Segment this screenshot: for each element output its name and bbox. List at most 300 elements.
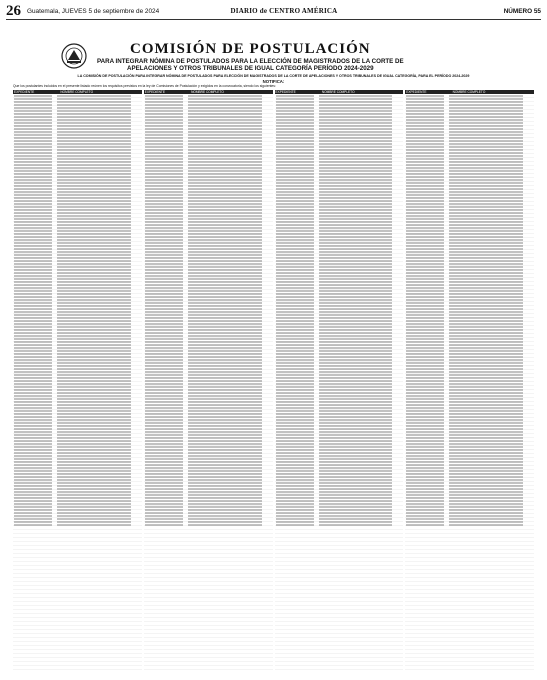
table-row xyxy=(14,389,141,391)
table-row xyxy=(145,95,272,97)
table-row xyxy=(14,269,141,271)
table-row xyxy=(145,149,272,151)
table-row xyxy=(276,416,403,418)
table-row xyxy=(406,248,533,250)
table-row xyxy=(406,137,533,139)
table-row xyxy=(276,479,403,481)
table-row xyxy=(145,278,272,280)
table-row xyxy=(14,398,141,400)
table-row xyxy=(145,485,272,487)
table-row xyxy=(406,464,533,466)
table-row xyxy=(14,314,141,316)
table-row xyxy=(145,380,272,382)
table-row xyxy=(276,404,403,406)
table-row xyxy=(145,296,272,298)
table-row xyxy=(14,497,141,499)
table-row xyxy=(276,203,403,205)
table-row xyxy=(14,440,141,442)
table-row xyxy=(145,158,272,160)
table-row xyxy=(406,326,533,328)
table-row xyxy=(276,134,403,136)
table-row xyxy=(145,182,272,184)
table-row xyxy=(276,524,403,526)
table-row xyxy=(14,476,141,478)
table-row xyxy=(145,167,272,169)
table-row xyxy=(406,107,533,109)
table-row xyxy=(276,200,403,202)
table-row xyxy=(406,395,533,397)
table-row xyxy=(276,275,403,277)
table-row xyxy=(276,155,403,157)
table-row xyxy=(276,332,403,334)
table-row xyxy=(14,149,141,151)
table-row xyxy=(145,401,272,403)
table-row xyxy=(276,476,403,478)
publication-date: Guatemala, JUEVES 5 de septiembre de 2024 xyxy=(27,7,160,15)
table-row xyxy=(14,473,141,475)
table-row xyxy=(145,236,272,238)
table-row xyxy=(406,101,533,103)
table-row xyxy=(145,449,272,451)
table-row xyxy=(145,185,272,187)
table-row xyxy=(406,224,533,226)
table-row xyxy=(276,419,403,421)
table-row xyxy=(145,152,272,154)
table-row xyxy=(145,452,272,454)
table-row xyxy=(406,197,533,199)
table-row xyxy=(14,128,141,130)
table-row xyxy=(145,521,272,523)
table-row xyxy=(14,464,141,466)
table-row xyxy=(406,167,533,169)
table-row xyxy=(145,503,272,505)
table-row xyxy=(14,125,141,127)
table-row xyxy=(276,146,403,148)
table-row xyxy=(145,134,272,136)
table-row xyxy=(406,491,533,493)
table-row xyxy=(145,191,272,193)
table-row xyxy=(276,95,403,97)
table-row xyxy=(406,443,533,445)
table-row xyxy=(14,119,141,121)
table-row xyxy=(145,107,272,109)
table-row xyxy=(276,434,403,436)
table-row xyxy=(14,98,141,100)
table-row xyxy=(14,470,141,472)
table-row xyxy=(406,413,533,415)
table-row xyxy=(14,419,141,421)
table-row xyxy=(14,365,141,367)
table-row xyxy=(406,419,533,421)
table-row xyxy=(276,482,403,484)
table-row xyxy=(14,173,141,175)
table-row xyxy=(145,425,272,427)
table-row xyxy=(406,218,533,220)
intro-text: LA COMISIÓN DE POSTULACIÓN PARA INTEGRAR NÓMINA DE POSTULADOS PARA ELECCIÓN DE MAGISTRADOS DE LA CORTE DE APELACIONES Y OTROS TRIBUNALES DE IGUAL CATEGORÍA, PARA EL PERÍODO 2024-2029 xyxy=(77,74,470,78)
table-row xyxy=(276,299,403,301)
table-row xyxy=(14,299,141,301)
table-row xyxy=(406,467,533,469)
table-row xyxy=(145,347,272,349)
table-row xyxy=(276,329,403,331)
table-row xyxy=(406,311,533,313)
table-row xyxy=(14,200,141,202)
table-row xyxy=(276,431,403,433)
table-row xyxy=(406,173,533,175)
table-row xyxy=(406,179,533,181)
table-row xyxy=(145,446,272,448)
table-row xyxy=(14,146,141,148)
table-row xyxy=(406,158,533,160)
table-row xyxy=(276,326,403,328)
table-row xyxy=(276,356,403,358)
table-row xyxy=(145,443,272,445)
table-row xyxy=(14,332,141,334)
table-row xyxy=(14,344,141,346)
table-row xyxy=(14,491,141,493)
table-row xyxy=(276,305,403,307)
table-row xyxy=(14,374,141,376)
table-row xyxy=(14,272,141,274)
table-row xyxy=(276,251,403,253)
table-row xyxy=(276,341,403,343)
table-row xyxy=(14,443,141,445)
table-row xyxy=(406,161,533,163)
table-row xyxy=(276,395,403,397)
table-row xyxy=(14,134,141,136)
table-row xyxy=(145,161,272,163)
postulants-table xyxy=(13,90,534,670)
table-row xyxy=(14,122,141,124)
table-row xyxy=(145,266,272,268)
table-row xyxy=(406,437,533,439)
table-row xyxy=(145,470,272,472)
table-row xyxy=(14,245,141,247)
table-row xyxy=(14,239,141,241)
table-row xyxy=(145,509,272,511)
table-row xyxy=(14,104,141,106)
table-row xyxy=(276,110,403,112)
table-row xyxy=(406,407,533,409)
table-row xyxy=(145,110,272,112)
table-row xyxy=(145,497,272,499)
table-row xyxy=(406,200,533,202)
table-row xyxy=(14,227,141,229)
table-row xyxy=(276,458,403,460)
table-row xyxy=(276,401,403,403)
table-row xyxy=(145,524,272,526)
table-row xyxy=(276,428,403,430)
table-row xyxy=(145,140,272,142)
table-row xyxy=(145,212,272,214)
table-row xyxy=(406,422,533,424)
table-row xyxy=(406,221,533,223)
table-row xyxy=(276,281,403,283)
table-row xyxy=(145,293,272,295)
table-row xyxy=(14,137,141,139)
table-row xyxy=(406,398,533,400)
table-row xyxy=(276,380,403,382)
table-row xyxy=(276,473,403,475)
header-expediente: EXPEDIENTE xyxy=(14,90,35,94)
table-row xyxy=(145,440,272,442)
table-row xyxy=(14,242,141,244)
table-row xyxy=(14,212,141,214)
table-row xyxy=(14,281,141,283)
table-row xyxy=(14,164,141,166)
table-row xyxy=(145,356,272,358)
table-row xyxy=(145,464,272,466)
table-row xyxy=(276,398,403,400)
table-row xyxy=(14,197,141,199)
masthead xyxy=(6,3,541,20)
table-row xyxy=(145,206,272,208)
guatemala-seal-icon xyxy=(61,43,87,69)
table-row xyxy=(276,101,403,103)
table-row xyxy=(406,233,533,235)
table-row xyxy=(145,383,272,385)
table-row xyxy=(276,353,403,355)
table-row xyxy=(14,500,141,502)
table-row xyxy=(14,308,141,310)
header-expediente: EXPEDIENTE xyxy=(406,90,427,94)
table-row xyxy=(276,158,403,160)
table-row xyxy=(145,488,272,490)
table-row xyxy=(276,359,403,361)
table-row xyxy=(276,350,403,352)
table-row xyxy=(406,479,533,481)
table-row xyxy=(406,191,533,193)
table-row xyxy=(145,221,272,223)
table-row xyxy=(14,209,141,211)
table-row xyxy=(14,290,141,292)
table-row xyxy=(145,188,272,190)
table-row xyxy=(14,392,141,394)
table-row xyxy=(145,386,272,388)
table-row xyxy=(145,254,272,256)
table-row xyxy=(276,197,403,199)
table-row xyxy=(145,215,272,217)
table-row xyxy=(276,521,403,523)
table-row xyxy=(276,311,403,313)
table-row xyxy=(406,368,533,370)
table-row xyxy=(276,119,403,121)
table-row xyxy=(406,269,533,271)
notice-description: Que los postulantes incluidos en el presente listado reúnen los requisitos previstos en la ley de Comisiones de Postulación y exigidos en la convocatoria, siendo los siguientes: xyxy=(13,84,276,88)
table-row xyxy=(276,284,403,286)
table-row xyxy=(276,161,403,163)
table-row xyxy=(406,509,533,511)
table-row xyxy=(276,407,403,409)
table-row xyxy=(276,140,403,142)
table-row xyxy=(145,392,272,394)
table-row xyxy=(406,461,533,463)
table-row xyxy=(145,242,272,244)
table-row xyxy=(145,398,272,400)
table-row xyxy=(14,413,141,415)
table-row xyxy=(145,263,272,265)
table-row xyxy=(406,485,533,487)
table-row xyxy=(276,107,403,109)
table-row xyxy=(406,521,533,523)
table-row xyxy=(14,116,141,118)
table-row xyxy=(406,401,533,403)
table-row xyxy=(406,503,533,505)
table-row xyxy=(406,95,533,97)
table-row xyxy=(406,308,533,310)
banner-title: COMISIÓN DE POSTULACIÓN xyxy=(130,40,371,57)
table-row xyxy=(145,98,272,100)
table-row xyxy=(406,365,533,367)
table-row xyxy=(406,410,533,412)
table-row xyxy=(406,506,533,508)
table-row xyxy=(276,506,403,508)
table-row xyxy=(14,461,141,463)
table-row xyxy=(406,293,533,295)
table-column-4 xyxy=(405,90,534,670)
header-expediente: EXPEDIENTE xyxy=(275,90,296,94)
table-row xyxy=(406,170,533,172)
table-row xyxy=(406,215,533,217)
table-row xyxy=(276,290,403,292)
table-row xyxy=(14,347,141,349)
table-row xyxy=(145,353,272,355)
table-row xyxy=(276,362,403,364)
table-row xyxy=(276,302,403,304)
table-row xyxy=(406,182,533,184)
table-row xyxy=(276,245,403,247)
table-row xyxy=(406,284,533,286)
table-row xyxy=(276,137,403,139)
table-row xyxy=(14,221,141,223)
table-row xyxy=(145,365,272,367)
table-row xyxy=(276,440,403,442)
table-row xyxy=(145,290,272,292)
table-row xyxy=(145,341,272,343)
table-row xyxy=(14,305,141,307)
table-row xyxy=(276,269,403,271)
table-row xyxy=(276,320,403,322)
table-row xyxy=(14,338,141,340)
table-row xyxy=(145,431,272,433)
page-number: 26 xyxy=(6,2,21,19)
table-row xyxy=(406,122,533,124)
table-row xyxy=(276,230,403,232)
table-row xyxy=(406,353,533,355)
table-row xyxy=(276,188,403,190)
table-row xyxy=(145,155,272,157)
table-row xyxy=(406,278,533,280)
table-row xyxy=(14,353,141,355)
table-row xyxy=(14,359,141,361)
table-row xyxy=(145,260,272,262)
table-row xyxy=(145,419,272,421)
table-row xyxy=(276,512,403,514)
table-row xyxy=(14,236,141,238)
table-row xyxy=(14,266,141,268)
table-row xyxy=(14,428,141,430)
table-row xyxy=(276,347,403,349)
table-row xyxy=(406,245,533,247)
table-row xyxy=(14,407,141,409)
table-row xyxy=(276,236,403,238)
table-row xyxy=(406,281,533,283)
table-row xyxy=(14,509,141,511)
table-row xyxy=(145,233,272,235)
table-row xyxy=(276,272,403,274)
table-row xyxy=(145,344,272,346)
table-row xyxy=(276,503,403,505)
table-row xyxy=(14,416,141,418)
table-row xyxy=(406,149,533,151)
header-expediente: EXPEDIENTE xyxy=(144,90,165,94)
table-row xyxy=(14,206,141,208)
table-row xyxy=(406,236,533,238)
table-row xyxy=(276,224,403,226)
table-row xyxy=(14,194,141,196)
table-row xyxy=(145,209,272,211)
table-row xyxy=(14,395,141,397)
table-row xyxy=(14,425,141,427)
table-row xyxy=(406,416,533,418)
table-row xyxy=(276,239,403,241)
table-row xyxy=(276,470,403,472)
table-row xyxy=(276,254,403,256)
table-row xyxy=(406,305,533,307)
table-row xyxy=(145,416,272,418)
table-row xyxy=(406,389,533,391)
table-row xyxy=(14,113,141,115)
banner-subtitle-2: APELACIONES Y OTROS TRIBUNALES DE IGUAL CATEGORÍA PERÍODO 2024-2029 xyxy=(127,64,374,72)
table-row xyxy=(14,335,141,337)
table-row xyxy=(406,470,533,472)
header-nombre: NOMBRE COMPLETO xyxy=(321,90,355,94)
table-row xyxy=(406,494,533,496)
table-row xyxy=(145,143,272,145)
table-row xyxy=(14,251,141,253)
table-row xyxy=(406,482,533,484)
table-row xyxy=(14,95,141,97)
table-row xyxy=(406,428,533,430)
table-row xyxy=(276,449,403,451)
table-row xyxy=(145,371,272,373)
table-row xyxy=(14,131,141,133)
table-row xyxy=(406,512,533,514)
table-row xyxy=(276,515,403,517)
table-row xyxy=(406,254,533,256)
table-column-3 xyxy=(275,90,404,670)
table-row xyxy=(406,239,533,241)
table-row xyxy=(145,323,272,325)
table-rows xyxy=(13,94,142,670)
table-row xyxy=(406,317,533,319)
table-row xyxy=(406,251,533,253)
table-row xyxy=(14,320,141,322)
table-row xyxy=(406,152,533,154)
table-row xyxy=(406,272,533,274)
table-row xyxy=(145,350,272,352)
table-row xyxy=(14,107,141,109)
table-row xyxy=(145,281,272,283)
table-row xyxy=(14,260,141,262)
table-row xyxy=(276,248,403,250)
table-row xyxy=(276,413,403,415)
table-row xyxy=(276,173,403,175)
table-row xyxy=(406,404,533,406)
table-row xyxy=(406,386,533,388)
table-row xyxy=(406,380,533,382)
table-row xyxy=(145,287,272,289)
